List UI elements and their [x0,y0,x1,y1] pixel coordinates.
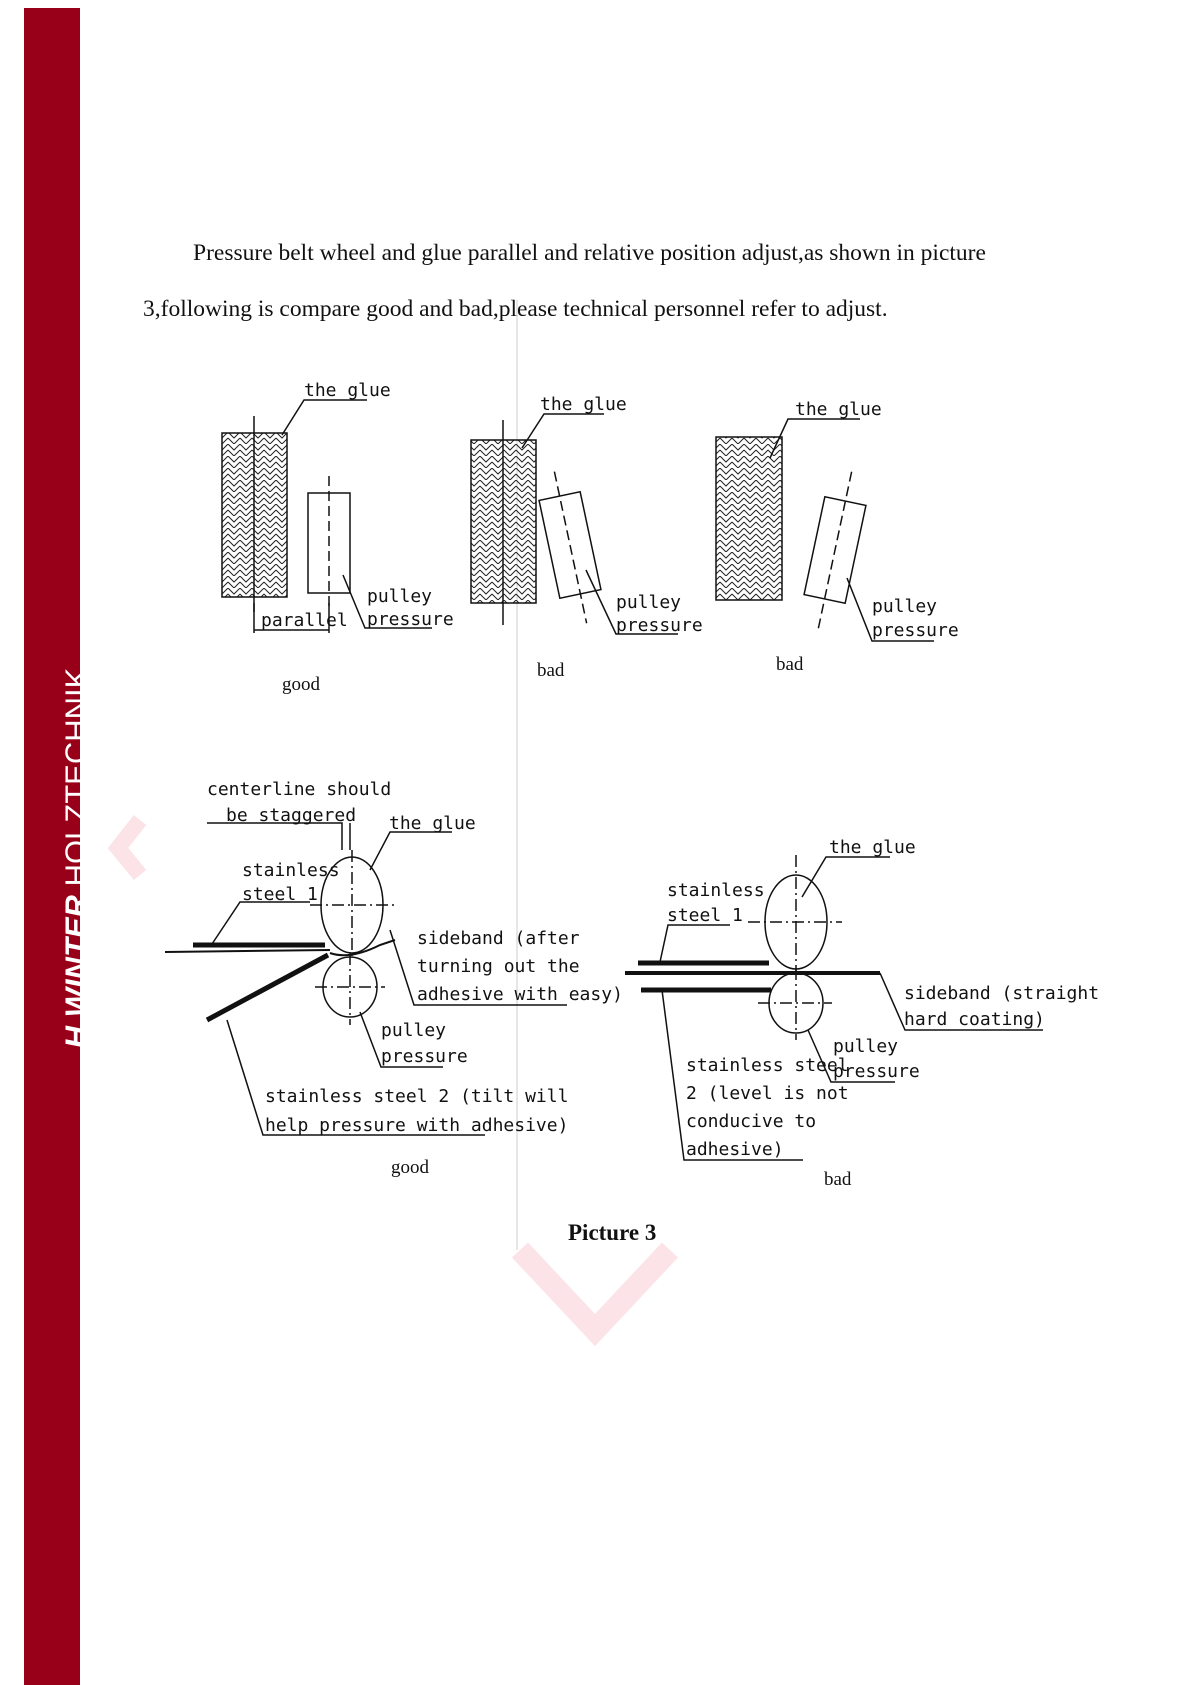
label-steel-1: steel 1 [242,884,318,905]
label-pressure: pressure [833,1061,920,1082]
label-pulley: pulley [367,586,433,607]
label-steel-2-2: 2 (level is not [686,1083,849,1104]
verdict-good: good [282,674,320,695]
label-steel-2-3: conducive to [686,1111,817,1132]
sideband [330,940,395,955]
label-the-glue: the glue [389,813,476,834]
verdict-good: good [391,1157,429,1178]
label-parallel: parallel [261,610,348,631]
label-pressure: pressure [616,615,703,636]
label-the-glue: the glue [304,380,391,401]
label-the-glue: the glue [795,399,882,420]
label-steel-2-1: stainless steel [686,1055,849,1076]
label-stainless: stainless [667,880,765,901]
label-centerline-1: centerline should [207,779,392,800]
intro-paragraph: Pressure belt wheel and glue parallel and relative position adjust,as shown in picture 3,following is compare good and bad,please technical personnel refer to adjust. [143,240,986,322]
label-sideband-3: adhesive with easy) [417,984,623,1005]
glue-roller [716,437,782,600]
label-sideband-1: sideband (after [417,928,580,949]
watermark-arrow [118,820,140,875]
brand-logo: H.WINTER HOLZTECHNIK [58,667,94,1049]
steel-line-lower [165,950,330,952]
verdict-bad: bad [537,660,565,681]
leader-centerline [207,823,350,850]
label-pressure: pressure [367,609,454,630]
label-pulley: pulley [381,1020,447,1041]
label-steel-1: steel 1 [667,905,743,926]
label-pulley: pulley [616,592,682,613]
label-stainless: stainless [242,860,340,881]
label-pulley: pulley [833,1036,899,1057]
verdict-bad: bad [824,1169,852,1190]
label-sideband-1: sideband (straight [904,983,1100,1004]
leader-glue [802,857,890,897]
label-steel-2-4: adhesive) [686,1139,784,1160]
leader-steel-1 [212,902,310,944]
label-the-glue: the glue [829,837,916,858]
label-pressure: pressure [872,620,959,641]
leader-glue [370,832,452,870]
leader-steel-1 [660,925,730,962]
leader-glue [282,400,367,435]
verdict-bad: bad [776,654,804,675]
label-centerline-2: be staggered [226,805,357,826]
figure-caption: Picture 3 [568,1220,657,1245]
stainless-steel-2 [207,955,328,1020]
label-steel-2-2: help pressure with adhesive) [265,1115,569,1136]
label-the-glue: the glue [540,394,627,415]
label-sideband-2: hard coating) [904,1009,1045,1030]
label-sideband-2: turning out the [417,956,580,977]
pulley-centerline [818,472,851,629]
label-pulley: pulley [872,596,938,617]
label-steel-2-1: stainless steel 2 (tilt will [265,1086,569,1107]
watermark-chevron [520,1250,670,1330]
leader-glue [770,419,860,458]
label-pressure: pressure [381,1046,468,1067]
